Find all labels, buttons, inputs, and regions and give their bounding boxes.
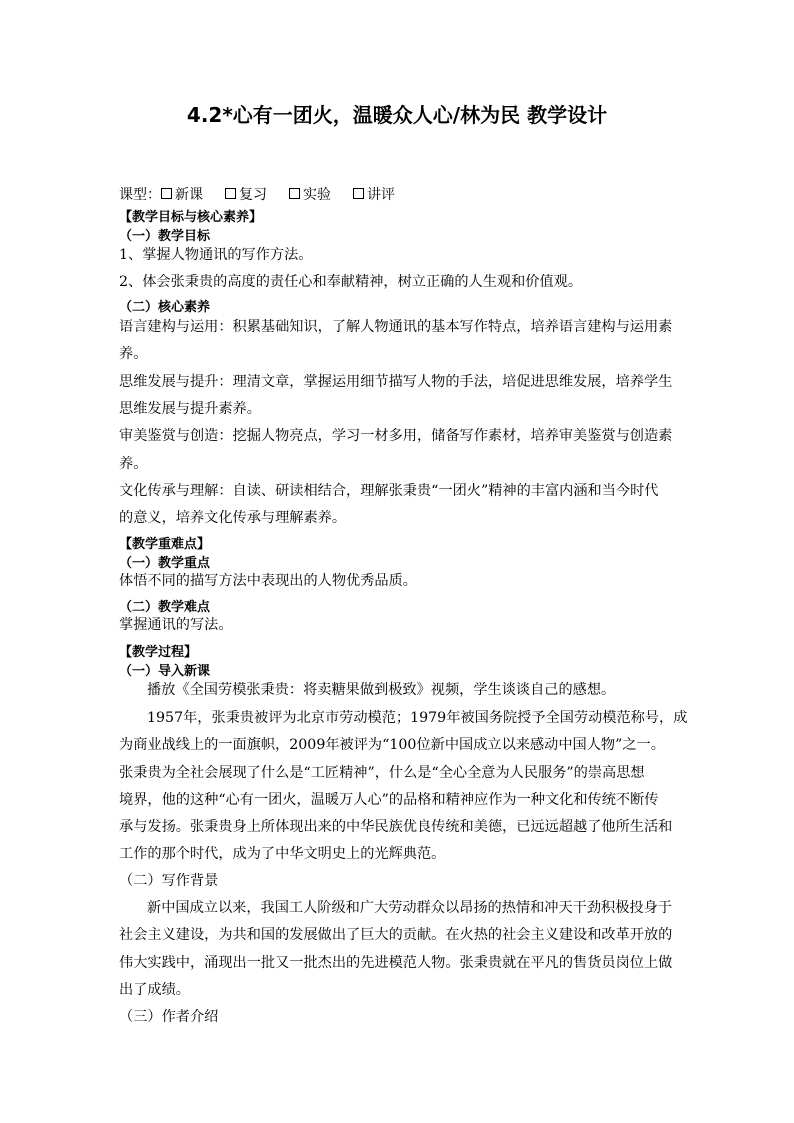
paragraph-line: 思维发展与提升：理清文章，掌握运用细节描写人物的手法，培促进思维发展，培养学生 <box>119 374 673 390</box>
paragraph-line: 社会主义建设，为共和国的发展做出了巨大的贡献。在火热的社会主义建设和改革开放的 <box>119 927 673 943</box>
course-type-row <box>119 184 395 204</box>
checkbox-icon <box>289 188 300 199</box>
course-type-option-experiment[interactable]: 实验 <box>289 184 331 204</box>
paragraph-line: 播放《全国劳模张秉贵：将卖糖果做到极致》视频，学生谈谈自己的感想。 <box>147 682 616 698</box>
paragraph-line: 养。 <box>119 346 148 362</box>
course-type-option-lecture[interactable]: 讲评 <box>353 184 395 204</box>
paragraph-line: 张秉贵为全社会展现了什么是“工匠精神”，什么是“全心全意为人民服务”的崇高思想 <box>119 765 645 781</box>
course-type-option-new[interactable]: 新课 <box>161 184 203 204</box>
paragraph-line: 1957年，张秉贵被评为北京市劳动模范；1979年被国务院授予全国劳动模范称号，成 <box>147 710 688 726</box>
paragraph-line: 思维发展与提升素养。 <box>119 401 261 417</box>
subheading-difficulty: （二）教学难点 <box>119 600 211 615</box>
section-heading-key-points: 【教学重难点】 <box>119 537 211 552</box>
checkbox-icon <box>225 188 236 199</box>
paragraph-line: 1、掌握人物通讯的写作方法。 <box>119 247 313 263</box>
subheading-focus: （一）教学重点 <box>119 556 211 571</box>
paragraph-line: 审美鉴赏与创造：挖掘人物亮点，学习一材多用，储备写作素材，培养审美鉴赏与创造素 <box>119 428 673 444</box>
course-type-option-review[interactable]: 复习 <box>225 184 267 204</box>
paragraph-line: 工作的那个时代，成为了中华文明史上的光辉典范。 <box>119 846 446 862</box>
paragraph-line: 伟大实践中，涌现出一批又一批杰出的先进模范人物。张秉贵就在平凡的售货员岗位上做 <box>119 955 673 971</box>
paragraph-line: 境界，他的这种“心有一团火，温暖万人心”的品格和精神应作为一种文化和传统不断传 <box>119 792 659 808</box>
paragraph-line: 语言建构与运用：积累基础知识，了解人物通讯的基本写作特点，培养语言建构与运用素 <box>119 319 673 335</box>
paragraph-line: 的意义，培养文化传承与理解素养。 <box>119 510 347 526</box>
document-title: 4.2*心有一团火，温暖众人心/林为民 教学设计 <box>186 103 608 127</box>
paragraph-line: 文化传承与理解：自读、研读相结合，理解张秉贵“一团火”精神的丰富内涵和当今时代 <box>119 483 659 499</box>
section-heading-objectives: 【教学目标与核心素养】 <box>119 210 263 225</box>
subheading-author: （三）作者介绍 <box>119 1009 219 1025</box>
section-heading-process: 【教学过程】 <box>119 645 198 660</box>
paragraph-line: 为商业战线上的一面旗帜，2009年被评为“100位新中国成立以来感动中国人物”之一。 <box>119 737 665 753</box>
subheading-background: （二）写作背景 <box>119 873 219 889</box>
paragraph-line: 掌握通讯的写法。 <box>119 617 233 633</box>
paragraph-line: 出了成绩。 <box>119 982 190 998</box>
checkbox-icon <box>353 188 364 199</box>
paragraph-line: 体悟不同的描写方法中表现出的人物优秀品质。 <box>119 573 417 589</box>
checkbox-icon <box>161 188 172 199</box>
subheading-core-literacy: （二）核心素养 <box>119 300 211 315</box>
paragraph-line: 承与发扬。张秉贵身上所体现出来的中华民族优良传统和美德，已远远超越了他所生活和 <box>119 819 673 835</box>
paragraph-line: 新中国成立以来，我国工人阶级和广大劳动群众以昂扬的热情和冲天干劲积极投身于 <box>147 900 672 916</box>
course-type-label: 课型： <box>119 187 161 203</box>
subheading-introduction: （一）导入新课 <box>119 664 211 679</box>
paragraph-line: 2、体会张秉贵的高度的责任心和奉献精神，树立正确的人生观和价值观。 <box>119 274 583 290</box>
subheading-teaching-goals: （一）教学目标 <box>119 229 211 244</box>
paragraph-line: 养。 <box>119 456 148 472</box>
